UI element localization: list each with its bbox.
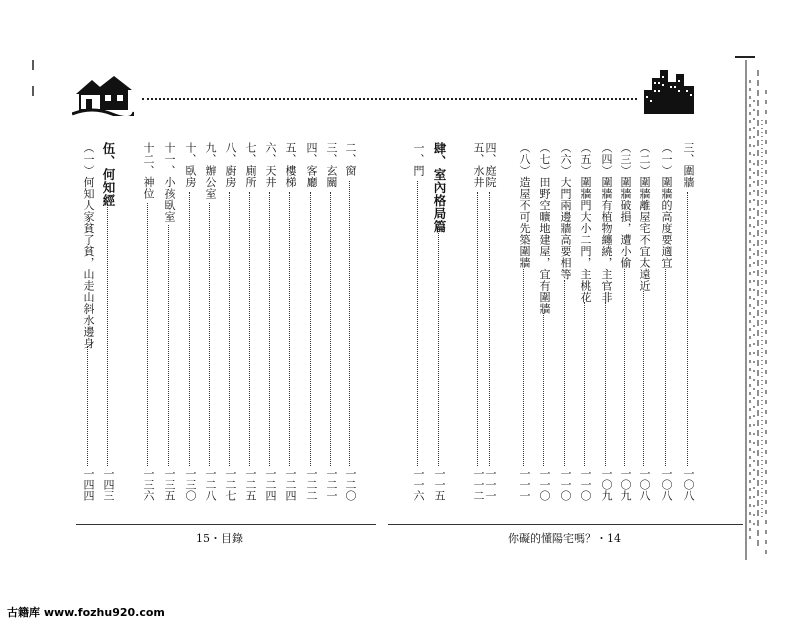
toc-dot-leader [489, 192, 490, 466]
toc-entry-title: 九、辦公室 [204, 142, 217, 200]
toc-dot-leader [665, 269, 666, 466]
toc-entry-page: 一一〇 [538, 468, 551, 501]
toc-entry [557, 142, 573, 502]
toc-entry-title: （四）圍牆有植物纏繞，主官非 [600, 142, 613, 303]
toc-entry [470, 142, 486, 502]
toc-entry-title: （八）造屋不可先築圍牆 [518, 142, 531, 269]
toc-entry-title: （五）圍牆門大小二門，主桃花 [579, 142, 592, 303]
toc-entry [100, 142, 116, 502]
toc-entry-page: 一一〇 [559, 468, 572, 501]
toc-entry [202, 142, 218, 502]
toc-dot-leader [438, 225, 439, 466]
toc-entry-title: 二、窗 [344, 142, 357, 177]
toc-entry-title: 五、樓梯 [284, 142, 297, 188]
toc-entry-title: 四、庭院 [484, 142, 497, 188]
toc-dot-leader [543, 313, 544, 466]
header-dotted-rule [142, 98, 637, 100]
toc-dot-leader [289, 192, 290, 466]
toc-dot-leader [477, 192, 478, 466]
toc-dot-leader [249, 192, 250, 466]
toc-entry-title: 肆、室內格局篇 [432, 142, 447, 233]
toc-entry-title: 十一、小孩臥室 [163, 142, 176, 223]
scan-mark [735, 56, 755, 58]
toc-entry [282, 142, 298, 502]
right-footer-rule [388, 524, 743, 525]
toc-entry-page: 一三〇 [184, 468, 197, 501]
toc-entry-page: 一一五 [433, 468, 446, 501]
toc-entry-page: 一四三 [102, 468, 115, 501]
toc-entry [598, 142, 614, 502]
toc-entry-page: 一〇八 [660, 468, 673, 501]
toc-entry [680, 142, 696, 502]
toc-entry-title: （三）圍牆破損，遭小偷 [619, 142, 632, 269]
toc-dot-leader [229, 192, 230, 466]
toc-entry-page: 一〇八 [682, 468, 695, 501]
toc-entry-title: 五、水井 [472, 142, 485, 188]
toc-entry [342, 142, 358, 502]
toc-dot-leader [643, 291, 644, 466]
toc-entry-title: 八、廚房 [224, 142, 237, 188]
toc-entry-title: （二）圍牆離屋宅不宜太遠近 [638, 142, 651, 292]
toc-entry [410, 142, 426, 502]
toc-entry [222, 142, 238, 502]
toc-entry-title: 七、廁所 [244, 142, 257, 188]
toc-dot-leader [107, 203, 108, 466]
toc-entry-page: 一一〇 [579, 468, 592, 501]
toc-entry [516, 142, 532, 502]
toc-entry-page: 一一一 [484, 468, 497, 501]
toc-entry-title: 伍、何知經 [101, 142, 116, 207]
toc-dot-leader [310, 192, 311, 466]
toc-entry [161, 142, 177, 502]
toc-entry-page: 一一六 [412, 468, 425, 501]
toc-entry-page: 一二四 [284, 468, 297, 501]
toc-entry-page: 一二四 [264, 468, 277, 501]
toc-dot-leader [605, 302, 606, 466]
toc-entry [636, 142, 652, 502]
toc-entry-title: 六、天井 [264, 142, 277, 188]
toc-entry [536, 142, 552, 502]
toc-entry-page: 一〇九 [619, 468, 632, 501]
toc-entry [262, 142, 278, 502]
toc-dot-leader [349, 181, 350, 466]
toc-entry-page: 一四四 [82, 468, 95, 501]
left-page-footer: 15・目錄 [196, 532, 243, 545]
toc-entry [323, 142, 339, 502]
toc-entry [431, 142, 447, 502]
toc-entry-title: （六）大門兩邊牆高要相等 [559, 142, 572, 280]
toc-entry-page: 一三五 [163, 468, 176, 501]
toc-entry-page: 一一二 [472, 468, 485, 501]
toc-entry [577, 142, 593, 502]
toc-entry-title: 三、玄關 [325, 142, 338, 188]
toc-entry-title: 十、臥房 [184, 142, 197, 188]
toc-entry-page: 一二一 [325, 468, 338, 501]
toc-dot-leader [330, 192, 331, 466]
toc-entry-title: 四、客廳 [305, 142, 318, 188]
toc-entry-page: 一二七 [224, 468, 237, 501]
site-watermark: 古籍库 www.fozhu920.com [7, 606, 165, 619]
toc-entry-title: （一）圍牆的高度要適宜 [660, 142, 673, 269]
toc-dot-leader [87, 346, 88, 466]
toc-dot-leader [624, 269, 625, 466]
toc-entry-title: 三、圍牆 [682, 142, 695, 188]
toc-dot-leader [523, 269, 524, 466]
scan-edge-noise [744, 60, 770, 560]
toc-entry-page: 一二八 [204, 468, 217, 501]
toc-dot-leader [147, 203, 148, 466]
toc-entry-page: 一一一 [518, 468, 531, 501]
toc-entry-title: （七）田野空曠地建屋，宜有圍牆 [538, 142, 551, 315]
toc-entry-title: 一、門 [412, 142, 425, 177]
toc-dot-leader [209, 203, 210, 466]
toc-dot-leader [584, 302, 585, 466]
toc-entry-page: 一〇八 [638, 468, 651, 501]
toc-entry [80, 142, 96, 502]
city-skyline-icon [642, 70, 694, 114]
right-page-footer: 你礙的懂陽宅嗎？・14 [508, 532, 621, 545]
toc-entry-page: 一二〇 [344, 468, 357, 501]
toc-entry [617, 142, 633, 502]
toc-dot-leader [564, 280, 565, 466]
toc-dot-leader [269, 192, 270, 466]
toc-entry-title: 十二、神位 [142, 142, 155, 200]
toc-entry [303, 142, 319, 502]
toc-entry-page: 一二五 [244, 468, 257, 501]
toc-entry [140, 142, 156, 502]
house-icon [72, 72, 134, 116]
toc-entry [242, 142, 258, 502]
toc-entry-page: 一二二 [305, 468, 318, 501]
toc-entry-title: （一）何知人家貧了貧，山走山斜水邊身 [82, 142, 95, 349]
left-footer-rule [76, 524, 376, 525]
toc-dot-leader [189, 192, 190, 466]
toc-dot-leader [168, 225, 169, 466]
toc-entry-page: 一三六 [142, 468, 155, 501]
toc-dot-leader [417, 181, 418, 466]
toc-entry [182, 142, 198, 502]
scan-left-ticks [30, 60, 36, 100]
toc-dot-leader [687, 192, 688, 466]
toc-entry-page: 一〇九 [600, 468, 613, 501]
toc-entry [658, 142, 674, 502]
